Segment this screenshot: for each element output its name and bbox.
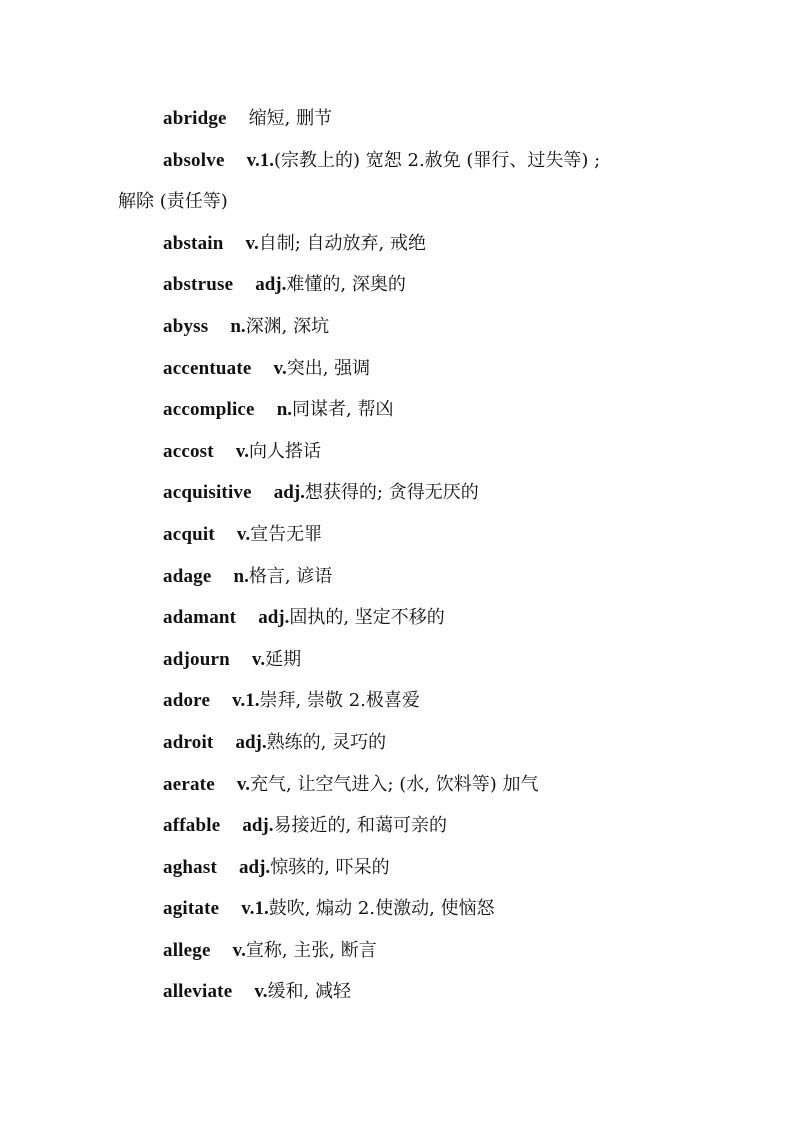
entry-definition: v.充气, 让空气进入; (水, 饮料等) 加气 xyxy=(236,773,539,795)
list-item xyxy=(0,556,794,598)
list-item xyxy=(0,847,794,889)
list-item xyxy=(0,680,794,722)
list-item xyxy=(0,639,794,681)
entry-word: alleviate xyxy=(163,981,233,1003)
entry-definition: v.向人搭话 xyxy=(235,440,321,462)
entry-definition: v.1.(宗教上的) 宽恕 2.赦免 (罪行、过失等) ; xyxy=(246,149,601,171)
list-item xyxy=(0,306,794,348)
entry-definition: adj.易接近的, 和蔼可亲的 xyxy=(242,815,447,837)
list-item xyxy=(0,389,794,431)
entry-definition: adj.想获得的; 贪得无厌的 xyxy=(273,482,479,504)
entry-definition: adj.固执的, 坚定不移的 xyxy=(258,607,445,629)
list-item xyxy=(0,514,794,556)
entry-word: accost xyxy=(163,440,214,462)
entry-word: aghast xyxy=(163,856,217,878)
entry-word: abyss xyxy=(163,315,209,337)
list-item xyxy=(0,348,794,390)
list-item xyxy=(0,431,794,473)
vocabulary-list xyxy=(0,98,794,1013)
entry-word: abridge xyxy=(163,108,227,129)
entry-definition: v.缓和, 减轻 xyxy=(254,981,351,1003)
list-item xyxy=(0,597,794,639)
entry-definition: n.同谋者, 帮凶 xyxy=(276,399,394,421)
entry-definition: v.自制; 自动放弃, 戒绝 xyxy=(245,232,426,254)
entry-definition: adj.熟练的, 灵巧的 xyxy=(235,731,387,753)
entry-definition: adj.惊骇的, 吓呆的 xyxy=(239,856,390,878)
entry-definition: v.宣称, 主张, 断言 xyxy=(232,939,377,961)
entry-definition: v.宣告无罪 xyxy=(236,523,323,545)
entry-word: accomplice xyxy=(163,399,255,421)
entry-definition: 缩短, 删节 xyxy=(248,108,333,129)
entry-word: aerate xyxy=(163,773,215,795)
entry-word: acquit xyxy=(163,523,215,545)
entry-word: adage xyxy=(163,565,212,587)
entry-word: abstain xyxy=(163,232,224,254)
entry-word: agitate xyxy=(163,898,220,920)
list-item xyxy=(0,98,794,140)
list-item xyxy=(0,140,794,223)
entry-definition: n.深渊, 深坑 xyxy=(230,315,330,337)
entry-word: adore xyxy=(163,690,211,712)
entry-definition: v.1.崇拜, 崇敬 2.极喜爱 xyxy=(232,690,420,712)
list-item xyxy=(0,722,794,764)
entry-word: adroit xyxy=(163,731,214,753)
entry-word: allege xyxy=(163,939,211,961)
entry-definition: v.突出, 强调 xyxy=(273,357,371,379)
entry-word: acquisitive xyxy=(163,482,252,504)
entry-word: adjourn xyxy=(163,648,230,670)
list-item xyxy=(0,971,794,1013)
entry-word: abstruse xyxy=(163,274,234,296)
entry-definition-continued: 解除 (责任等) xyxy=(118,191,228,213)
entry-definition: v.1.鼓吹, 煽动 2.使激动, 使恼怒 xyxy=(241,898,495,920)
entry-definition: v.延期 xyxy=(251,648,302,670)
entry-word: adamant xyxy=(163,607,237,629)
list-item xyxy=(0,930,794,972)
list-item xyxy=(0,264,794,306)
entry-word: absolve xyxy=(163,149,225,171)
list-item xyxy=(0,805,794,847)
entry-word: accentuate xyxy=(163,357,252,379)
entry-word: affable xyxy=(163,815,221,837)
list-item xyxy=(0,472,794,514)
list-item xyxy=(0,223,794,265)
list-item xyxy=(0,888,794,930)
entry-definition: n.格言, 谚语 xyxy=(233,565,333,587)
entry-definition: adj.难懂的, 深奥的 xyxy=(255,274,406,296)
list-item xyxy=(0,764,794,806)
